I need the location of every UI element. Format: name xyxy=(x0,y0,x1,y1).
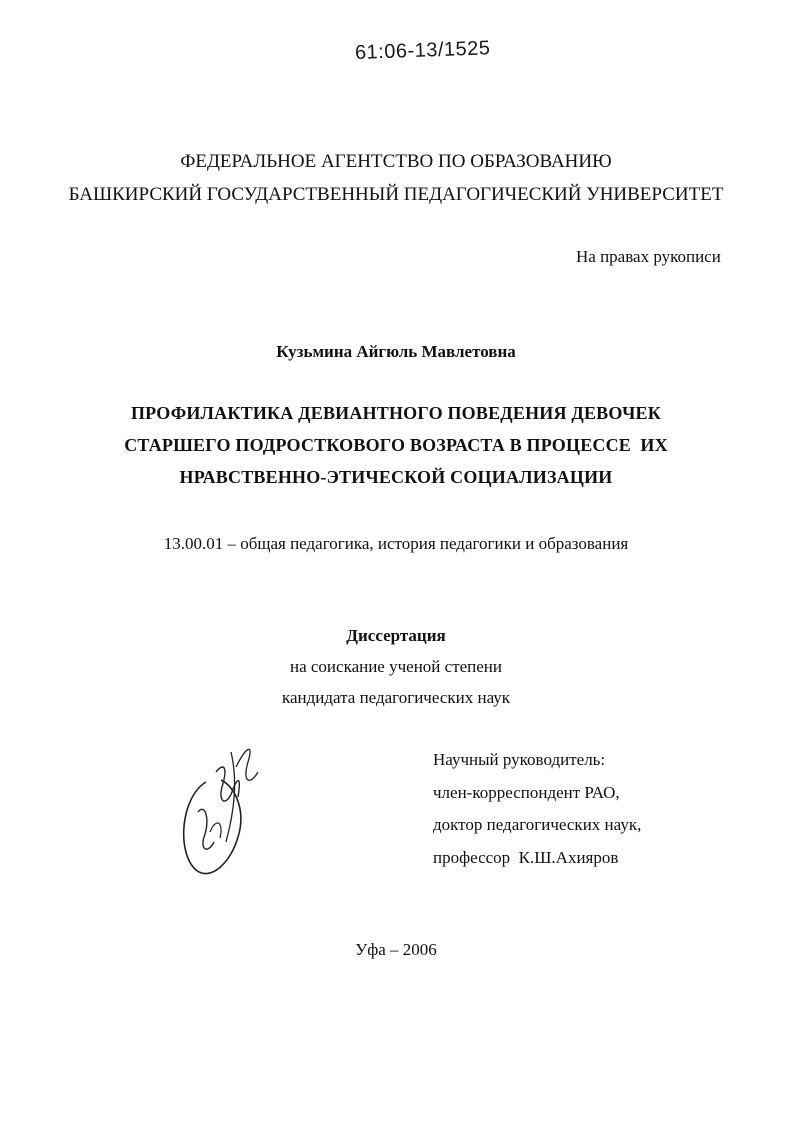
signature-image xyxy=(176,742,266,882)
supervisor-title-1: член-корреспондент РАО, xyxy=(433,783,620,802)
supervisor-title-2: доктор педагогических наук, xyxy=(433,815,642,834)
degree-line-1: на соискание ученой степени xyxy=(289,657,503,676)
supervisor-name: профессор К.Ш.Ахияров xyxy=(433,848,619,867)
archive-code: 61:06-13/1525 xyxy=(354,37,491,64)
thesis-title-line-3: НРАВСТВЕННО-ЭТИЧЕСКОЙ СОЦИАЛИЗАЦИИ xyxy=(179,467,613,487)
agency-name: ФЕДЕРАЛЬНОЕ АГЕНТСТВО ПО ОБРАЗОВАНИЮ xyxy=(180,151,612,172)
thesis-title-line-1: ПРОФИЛАКТИКА ДЕВИАНТНОГО ПОВЕДЕНИЯ ДЕВОЧЕК xyxy=(130,403,662,423)
supervisor-heading: Научный руководитель: xyxy=(433,750,606,769)
author-name: Кузьмина Айгюль Мавлетовна xyxy=(276,342,516,361)
university-name: БАШКИРСКИЙ ГОСУДАРСТВЕННЫЙ ПЕДАГОГИЧЕСКИЙ УНИВЕРСИТЕТ xyxy=(68,184,724,205)
degree-line-2: кандидата педагогических наук xyxy=(281,688,511,707)
specialty-code: 13.00.01 – общая педагогика, история педагогики и образования xyxy=(163,534,629,553)
thesis-title-line-2: СТАРШЕГО ПОДРОСТКОВОГО ВОЗРАСТА В ПРОЦЕССЕ ИХ xyxy=(124,435,668,455)
city-year: Уфа – 2006 xyxy=(355,940,437,959)
manuscript-note: На правах рукописи xyxy=(576,247,721,266)
dissertation-label: Диссертация xyxy=(346,626,446,645)
